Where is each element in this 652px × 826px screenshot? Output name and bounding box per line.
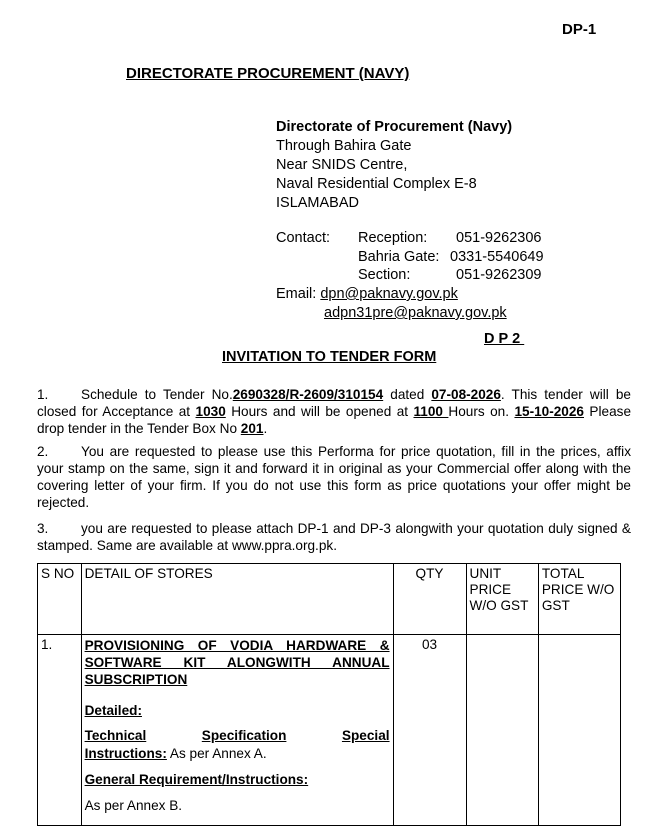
email-link-primary[interactable]: dpn@paknavy.gov.pk [320, 286, 458, 302]
paragraph-number: 3. [37, 521, 49, 536]
document-code: DP-1 [562, 21, 597, 38]
paragraph-1: 1. Schedule to Tender No.2690328/R-2609/310154 dated 07-08-2026. This tender will be closed for Acceptance at 1030 Hours and will be opened at 1100 Hours on. 15-10-2026 Please drop tender in the Tender Box No 201. [37, 387, 632, 436]
table-row [38, 635, 621, 826]
instructions-label: Instructions: [84, 746, 167, 761]
address-block [276, 118, 512, 213]
paragraph-number: 1. [37, 387, 49, 402]
paragraph-2: 2. You are requested to please use this Performa for price quotation, fill in the prices, affix your stamp on the same, sign it and forward it in original as your Commercial offer along with the covering letter of your firm. If you do not use this form as price quotations your offer might be rejected. [37, 444, 631, 510]
contact-label: Contact: [276, 230, 330, 246]
detailed-label: Detailed: [84, 703, 142, 718]
paragraph-number: 2. [37, 444, 49, 459]
header-sno: S NO [38, 564, 82, 635]
gate-phone: 0331-5540649 [450, 248, 544, 265]
stores-table [37, 563, 621, 826]
header-detail: DETAIL OF STORES [81, 564, 393, 635]
instructions-text: As per Annex A. [166, 746, 267, 761]
section-phone: 051-9262309 [456, 267, 542, 283]
opening-date: 15-10-2026 [514, 404, 584, 419]
cell-total-price [538, 635, 620, 826]
tender-date: 07-08-2026 [431, 387, 501, 402]
cell-sno: 1. [38, 635, 82, 826]
address-line: Near SNIDS Centre, [276, 157, 408, 173]
header-unit-price: UNIT PRICE W/O GST [466, 564, 538, 635]
cell-unit-price [466, 635, 538, 826]
general-requirement-text: As per Annex B. [84, 798, 183, 813]
opening-time: 1100 [413, 404, 449, 419]
tender-box-number: 201 [240, 421, 264, 436]
address-line: Naval Residential Complex E-8 [276, 176, 477, 192]
form-code: DP2 [484, 331, 525, 347]
paragraph-3: 3. you are requested to please attach DP-1 and DP-3 alongwith your quotation duly signed & stamped. Same are available at www.ppra.org.pk. [37, 521, 631, 553]
email-link-secondary[interactable]: adpn31pre@paknavy.gov.pk [324, 305, 507, 321]
address-city: ISLAMABAD [276, 195, 359, 211]
address-org: Directorate of Procurement (Navy) [276, 119, 513, 135]
general-requirement-label: General Requirement/Instructions: [84, 772, 309, 787]
tender-number: 2690328/R-2609/310154 [232, 387, 384, 402]
cell-detail [81, 635, 393, 826]
form-title: INVITATION TO TENDER FORM [222, 349, 437, 365]
email-label: Email: [276, 286, 317, 302]
email-block [276, 285, 507, 323]
header-qty: QTY [393, 564, 466, 635]
reception-phone: 051-9262306 [456, 230, 542, 246]
header-total-price: TOTAL PRICE W/O GST [538, 564, 620, 635]
gate-label: Bahria Gate: [358, 248, 440, 265]
section-label: Section: [358, 267, 411, 283]
reception-label: Reception: [358, 230, 428, 246]
cell-qty: 03 [393, 635, 466, 826]
table-header-row [38, 564, 621, 635]
technical-specification-line: Technical Specification Special [84, 728, 390, 743]
address-line: Through Bahira Gate [276, 138, 412, 154]
closing-time: 1030 [195, 404, 226, 419]
item-title: PROVISIONING OF VODIA HARDWARE & SOFTWARE KIT ALONGWITH ANNUAL SUBSCRIPTION [84, 638, 390, 687]
page-title: DIRECTORATE PROCUREMENT (NAVY) [126, 65, 410, 82]
